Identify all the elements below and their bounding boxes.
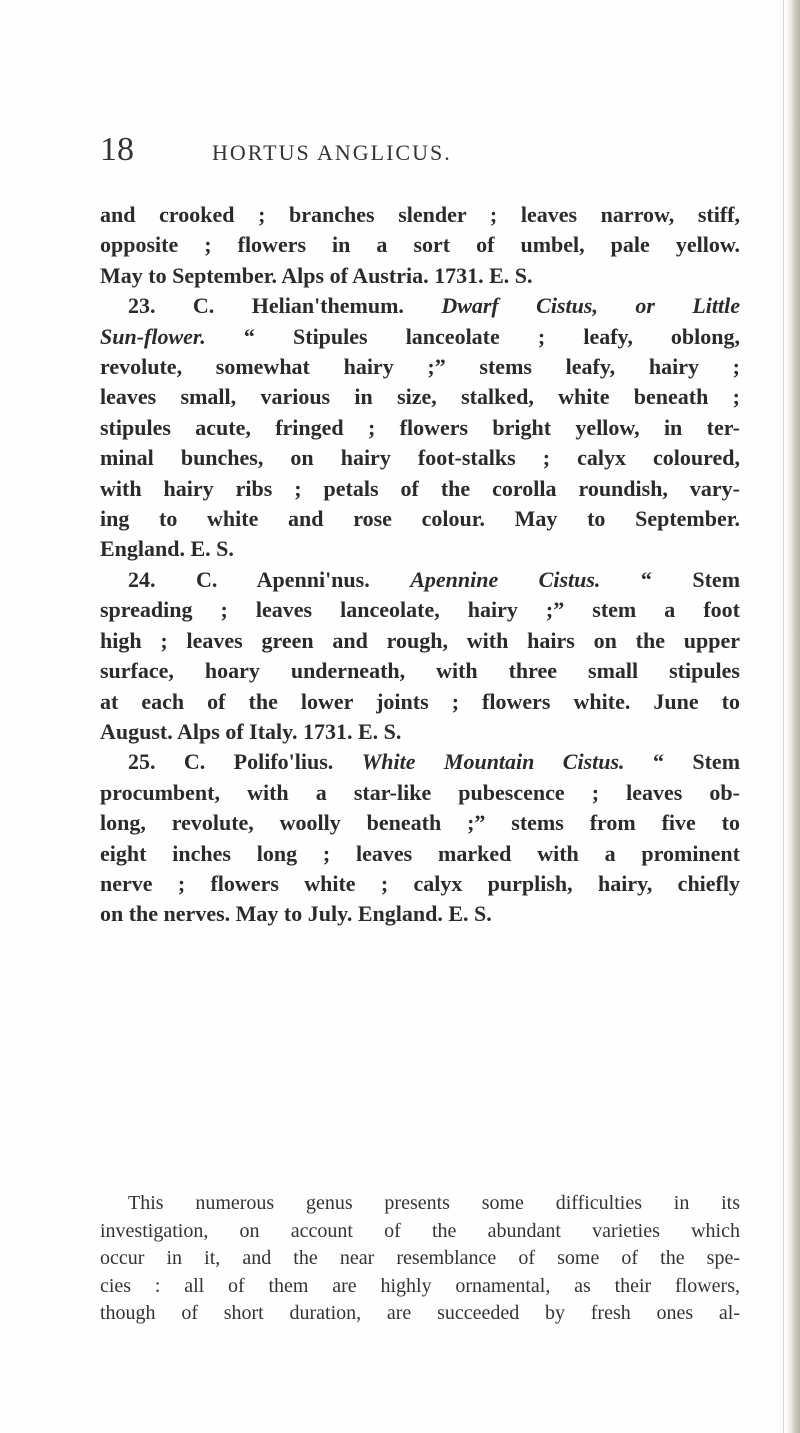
entry-25-lead: 25. C. Polifo'lius. (128, 749, 334, 775)
text-line: on the nerves. May to July. England. E. S. (100, 901, 492, 927)
page-number: 18 (100, 131, 134, 168)
entry-24-heading-line (100, 565, 740, 595)
text-line: surface, hoary underneath, with three small stipules (100, 658, 740, 684)
text-line: revolute, somewhat hairy ;” stems leafy, hairy ; (100, 354, 740, 380)
entry-24-lead: 24. C. Apenni'nus. (128, 566, 370, 592)
text-line: leaves small, various in size, stalked, white beneath ; (100, 384, 740, 410)
genus-note (100, 1190, 740, 1328)
entry-24-description-start: “ Stem (640, 566, 741, 592)
note-line: cies : all of them are highly ornamental, as their flowers, (100, 1274, 740, 1297)
entry-24-common-name: Apennine Cistus. (410, 566, 601, 592)
entry-23-description-start: “ Stipules lanceolate ; leafy, oblong, (243, 323, 741, 349)
running-title: HORTUS ANGLICUS. (212, 140, 452, 165)
text-line: ing to white and rose colour. May to September. (100, 506, 740, 532)
main-text (100, 200, 740, 930)
text-line: procumbent, with a star-like pubescence ; leaves ob- (100, 779, 740, 805)
note-line: though of short duration, are succeeded by fresh ones al- (100, 1302, 740, 1324)
text-line: England. E. S. (100, 536, 234, 562)
text-line: minal bunches, on hairy foot-stalks ; calyx coloured, (100, 445, 740, 471)
text-line: with hairy ribs ; petals of the corolla roundish, vary- (100, 475, 740, 501)
entry-25-description-start: “ Stem (652, 749, 741, 775)
text-line: long, revolute, woolly beneath ;” stems from five to (100, 810, 740, 836)
page-header (100, 130, 740, 180)
entry-25-common-name: White Mountain Cistus. (361, 749, 625, 775)
text-line: August. Alps of Italy. 1731. E. S. (100, 718, 402, 744)
text-line: stipules acute, fringed ; flowers bright yellow, in ter- (100, 414, 740, 440)
entry-23-heading-line (100, 291, 740, 321)
page-edge-shadow (786, 0, 800, 1433)
text-line: spreading ; leaves lanceolate, hairy ;” stem a foot (100, 597, 740, 623)
text-line: high ; leaves green and rough, with hairs on the upper (100, 627, 740, 653)
text-line: May to September. Alps of Austria. 1731. E. S. (100, 262, 533, 288)
entry-23-second-line (100, 322, 740, 352)
entry-23-lead: 23. C. Helian'themum. (128, 293, 404, 319)
entry-23-common-name: Dwarf Cistus, or Little (441, 293, 740, 319)
entry-23-common-name-cont: Sun-flower. (100, 323, 206, 349)
note-line: investigation, on account of the abundant varieties which (100, 1219, 740, 1242)
text-line: opposite ; flowers in a sort of umbel, pale yellow. (100, 232, 740, 258)
text-line: and crooked ; branches slender ; leaves narrow, stiff, (100, 202, 740, 227)
entry-25-heading-line (100, 747, 740, 777)
page-edge-line (783, 0, 784, 1433)
note-line: occur in it, and the near resemblance of some of the spe- (100, 1247, 740, 1269)
text-line: eight inches long ; leaves marked with a prominent (100, 840, 740, 866)
text-line: nerve ; flowers white ; calyx purplish, hairy, chiefly (100, 870, 740, 896)
note-line: This numerous genus presents some difficulties in its (128, 1192, 740, 1214)
text-line: at each of the lower joints ; flowers white. June to (100, 688, 740, 714)
